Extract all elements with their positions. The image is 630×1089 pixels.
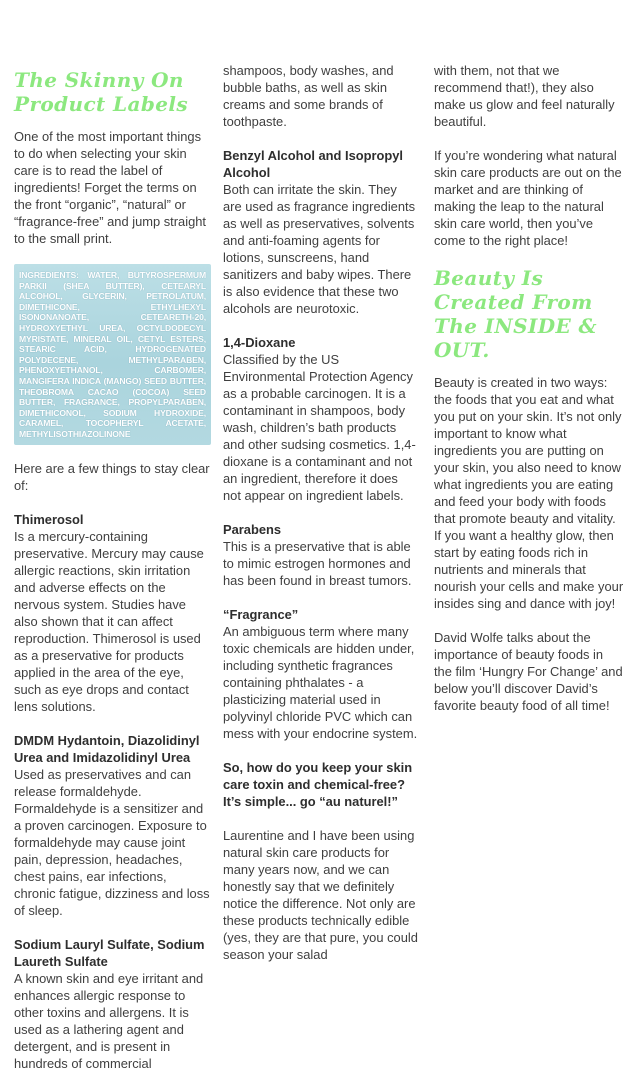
paragraph-fragrance: An ambiguous term where many toxic chemicals are hidden under, including synthetic fragrances containing phthalates - a plasticizing material used in polyvinyl chloride PVC which can mess with your endocrine system. xyxy=(223,624,418,741)
paragraph-parabens: This is a preservative that is able to mimic estrogen hormones and has been found in breast tumors. xyxy=(223,539,412,588)
paragraph-dmdm-hydantoin: Used as preservatives and can release formaldehyde. Formaldehyde is a sensitizer and a proven carcinogen. Exposure to formaldehyde may cause joint pain, depression, headaches, chest pains, ear infections, chronic fatigue, dizziness and loss of sleep. xyxy=(14,766,210,918)
section-heading-beauty-inside-out: Beauty Is Created From The INSIDE & OUT. xyxy=(433,266,597,362)
intro-paragraph: One of the most important things to do when selecting your skin care is to read the label of ingredients! Forget the terms on the front “organic”, “natural” or “fragrance-free” and jump straight to the small print. xyxy=(14,129,207,246)
paragraph-dioxane: Classified by the US Environmental Protection Agency as a probable carcinogen. It is a contaminant in shampoos, body wash, children’s bath products and other sudsing cosmetics. 1,4-dioxane is a contaminant and not an ingredient, therefore it does not appear on ingredient labels. xyxy=(223,352,416,503)
cta-heading-line1: So, how do you keep your skin care toxin and chemical-free? xyxy=(223,760,413,792)
subheading-benzyl-alcohol: Benzyl Alcohol and Isopropyl Alcohol xyxy=(223,148,404,180)
subheading-dioxane: 1,4-Dioxane xyxy=(223,335,296,350)
three-column-layout xyxy=(14,62,624,1089)
closing-paragraph: Laurentine and I have been using natural skin care products for many years now, and we can honestly say that we definitely notice the difference. Not only are these products technically edible (yes, they are that pure, you could season your salad xyxy=(223,828,418,962)
stay-clear-paragraph: Here are a few things to stay clear of: xyxy=(14,460,210,493)
natural-skincare-paragraph: If you’re wondering what natural skin care products are out on the market and are thinking of making the leap to the natural skin care world, then you’ve come to the right place! xyxy=(433,148,622,248)
column-right xyxy=(434,62,624,731)
paragraph-thimerosol: Is a mercury-containing preservative. Mercury may cause allergic reactions, skin irritation and adverse effects on the nervous system. Studies have also shown that it can affect reproduction. Thimerosol is used as a preservative for products applied in the area of the eye, such as eye drops and contact lens solutions. xyxy=(14,528,204,714)
cta-heading-line2: It’s simple... go “au naturel!” xyxy=(223,794,399,809)
subheading-sodium-lauryl-sulfate: Sodium Lauryl Sulfate, Sodium Laureth Sulfate xyxy=(14,936,205,969)
subheading-fragrance: “Fragrance” xyxy=(223,607,299,622)
ingredients-label-text: WATER, BUTYROSPERMUM PARKII (SHEA BUTTER), CETEARYL ALCOHOL, GLYCERIN, PETROLATUM, DIMETHICONE, ETHYLHEXYL ISONONANOATE, CETEARETH-20, HYDROXYETHYL UREA, OCTYLDODECYL MYRISTATE, MINERAL OIL, CETYL ESTERS, STEARIC ACID, HYDROGENATED POLYDECENE, METHYLPARABEN, PHENOXYETHANOL, CARBOMER, MANGIFERA INDICA (MANGO) SEED BUTTER, THEOBROMA CACAO (COCOA) SEED BUTTER, FRAGRANCE, PROPYLPARABEN, DIMETHICONOL, SODIUM HYDROXIDE, CARAMEL, TOCOPHERYL ACETATE, METHYLISOTHIAZOLINONE xyxy=(19,270,206,439)
subheading-thimerosol: Thimerosol xyxy=(14,511,84,527)
ingredients-label-title: INGREDIENTS: xyxy=(19,270,79,280)
continuation-paragraph: shampoos, body washes, and bubble baths, as well as skin creams and some brands of toothpaste. xyxy=(223,63,394,129)
paragraph-sodium-lauryl-sulfate: A known skin and eye irritant and enhances allergic response to other toxins and allergens. It is used as a lathering agent and detergent, and is present in hundreds of commercial xyxy=(14,970,204,1071)
paragraph-benzyl-alcohol: Both can irritate the skin. They are used as fragrance ingredients as well as preservatives, solvents and anti-foaming agents for lotions, sunscreens, hand sanitizers and baby wipes. There is also evidence that these two alcohols are neurotoxic. xyxy=(223,182,416,316)
david-wolfe-paragraph: David Wolfe talks about the importance of beauty foods in the film ‘Hungry For Change’ and below you’ll discover David’s favorite beauty food of all time! xyxy=(433,630,623,713)
column-left xyxy=(14,62,211,1089)
section-heading-skinny-on-product-labels: The Skinny On Product Labels xyxy=(14,68,189,116)
subheading-dmdm-hydantoin: DMDM Hydantoin, Diazolidinyl Urea and Imidazolidinyl Urea xyxy=(14,732,200,765)
continuation-paragraph-2: with them, not that we recommend that!), they also make us glow and feel naturally beautiful. xyxy=(433,63,615,129)
column-middle xyxy=(223,62,418,980)
beauty-two-ways-paragraph: Beauty is created in two ways: the foods that you eat and what you put on your skin. It’s not only important to know what ingredients you are putting on your skin, you also need to know what ingredients you are eating and feed your body with foods that promote beauty and vitality. If you want a healthy glow, then start by eating foods rich in nutrients and minerals that nourish your cells and make your insides sing and dance with joy! xyxy=(433,375,624,611)
ingredients-label-image xyxy=(14,264,211,445)
subheading-parabens: Parabens xyxy=(223,522,282,537)
